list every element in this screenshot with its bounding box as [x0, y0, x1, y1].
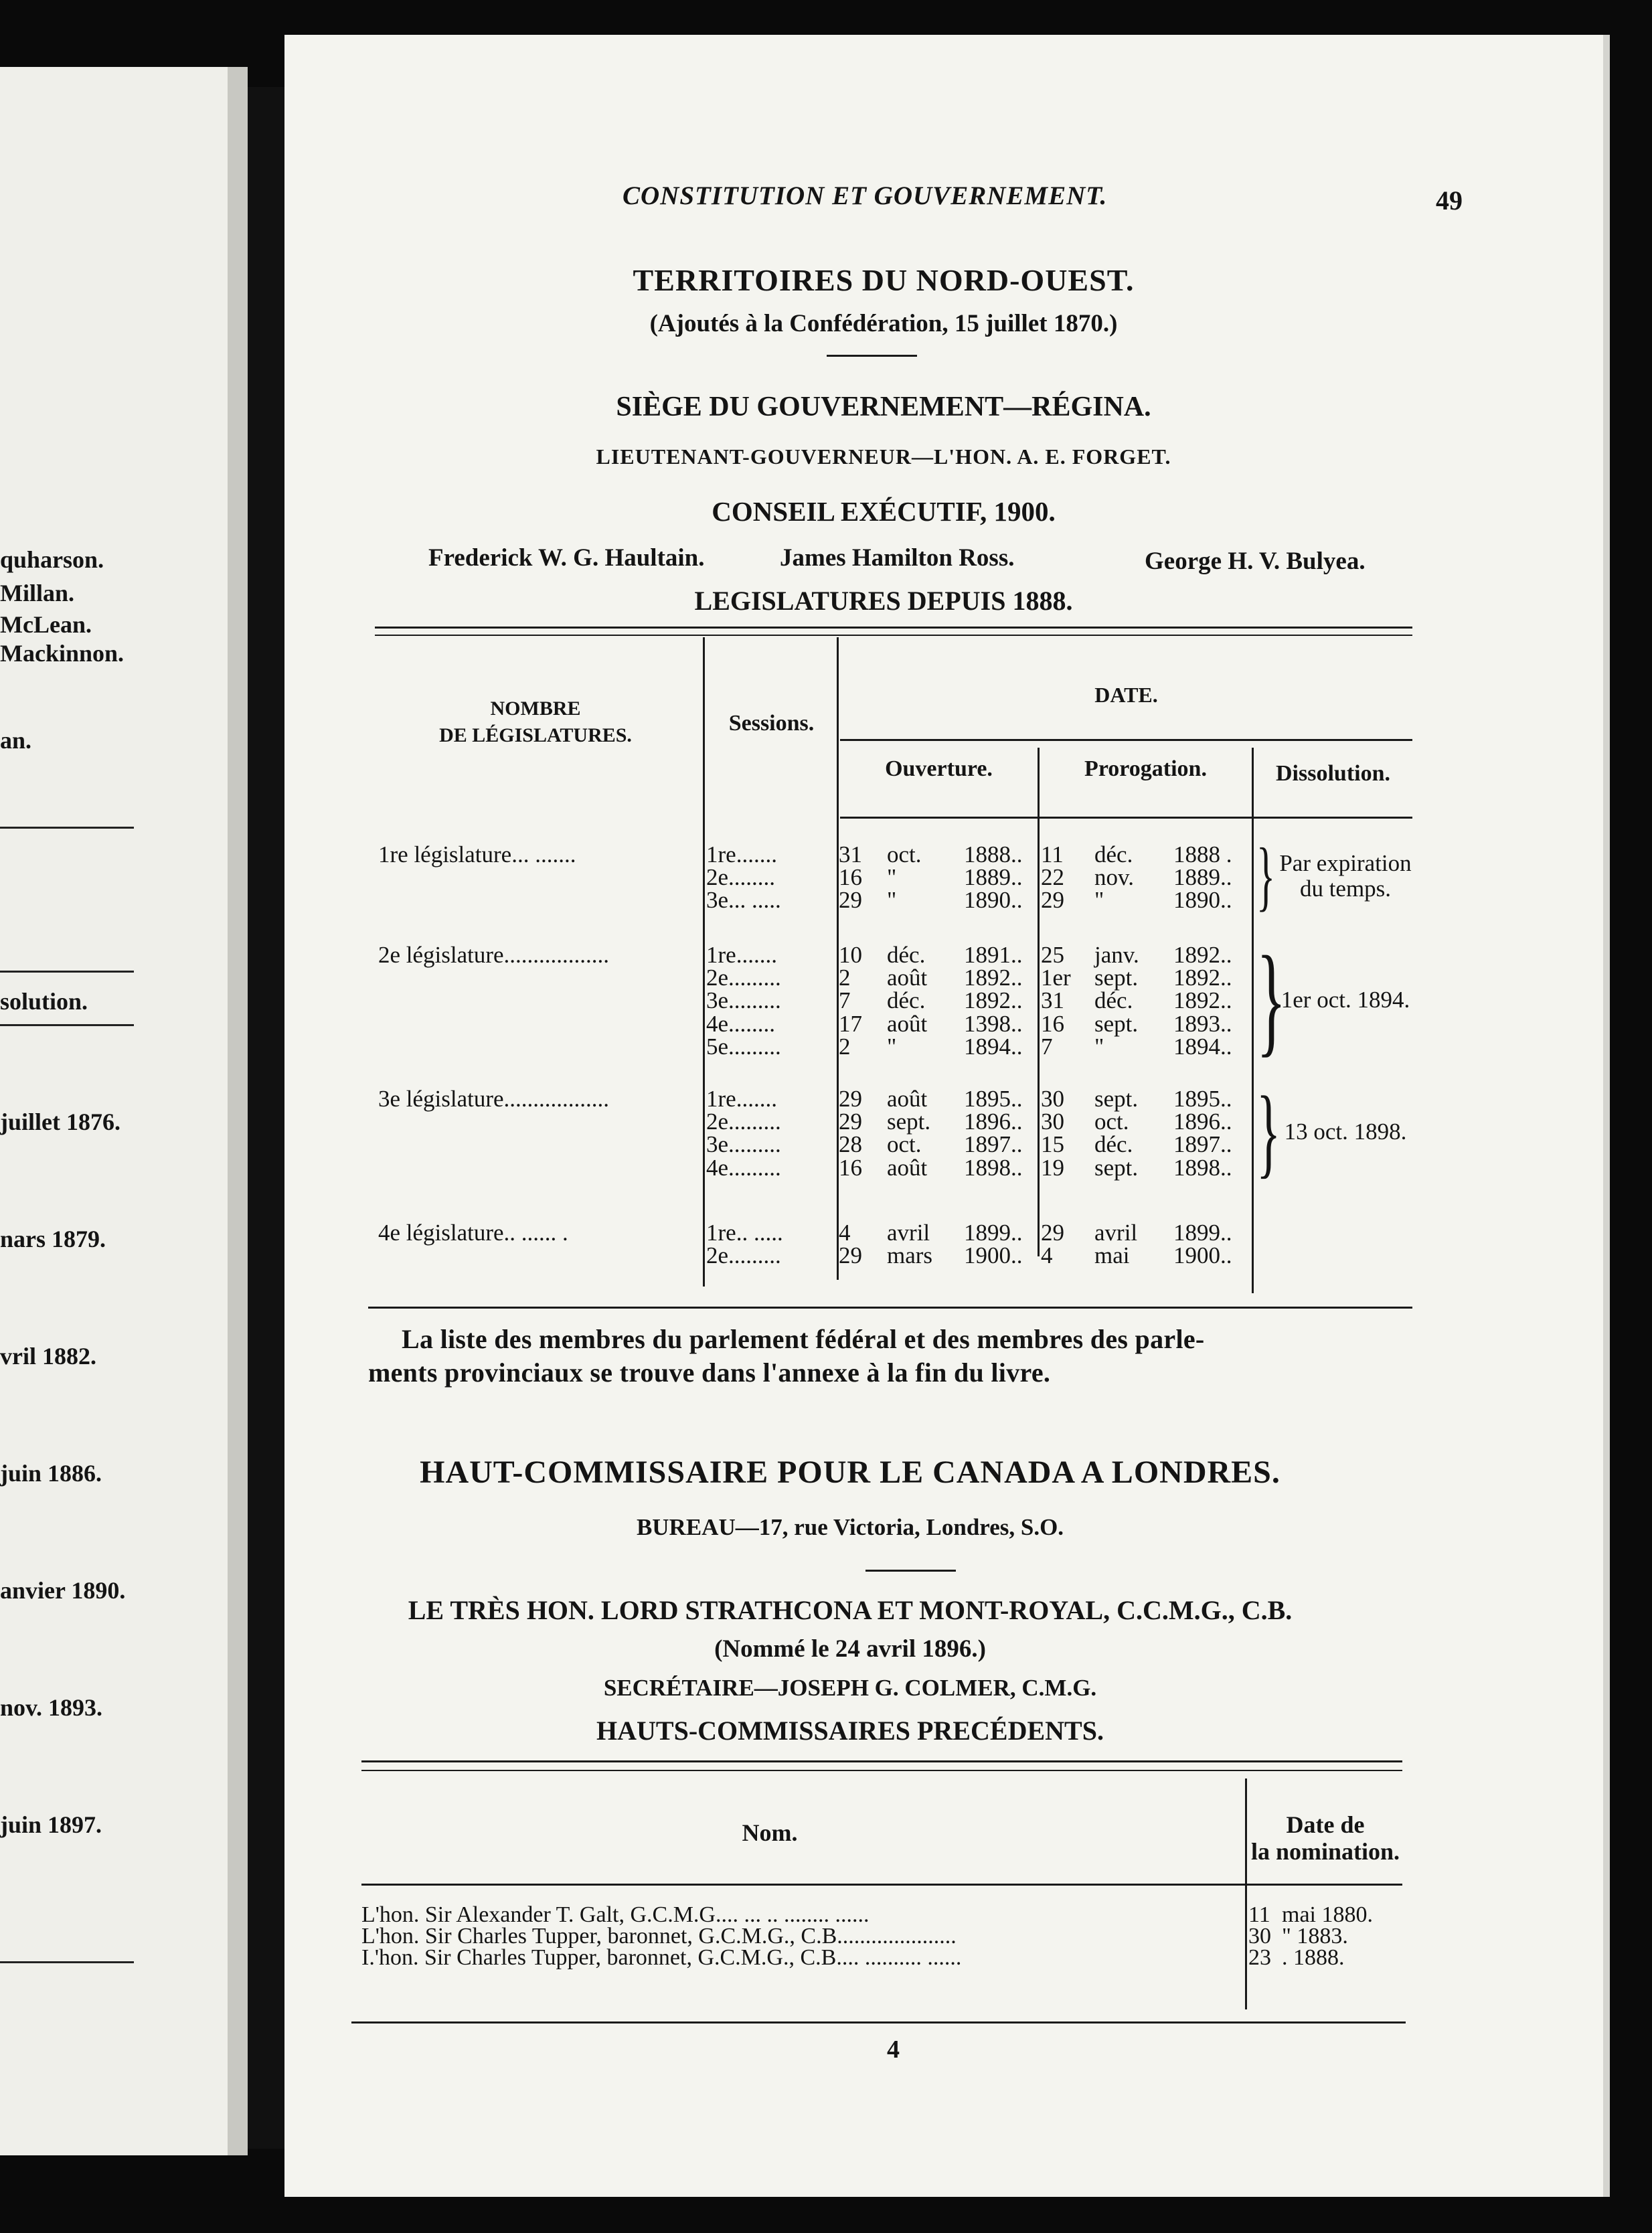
legislature-name: 2e législature..................	[378, 942, 610, 968]
prorogation-day: 30	[1041, 1108, 1064, 1135]
header-date: DATE.	[1094, 683, 1158, 707]
opening-day: 17	[839, 1010, 862, 1037]
prorogation-year: 1900..	[1173, 1242, 1232, 1269]
column-divider	[703, 637, 705, 1287]
left-fragment: anvier 1890.	[0, 1577, 126, 1604]
prorogation-day: 7	[1041, 1033, 1053, 1060]
header-nombre: DE LÉGISLATURES.	[439, 724, 632, 746]
prorogation-day: 29	[1041, 1220, 1064, 1246]
opening-day: 16	[839, 1154, 862, 1181]
running-title: CONSTITUTION ET GOUVERNEMENT.	[623, 181, 1108, 210]
opening-month: déc.	[887, 987, 926, 1014]
opening-year: 1897..	[964, 1131, 1023, 1158]
left-page-fragment	[0, 67, 228, 2155]
opening-month: août	[887, 1154, 928, 1181]
opening-year: 1890..	[964, 887, 1023, 914]
session-label: 1re.......	[706, 841, 777, 867]
left-fragment: solution.	[0, 988, 88, 1015]
prorogation-month: sept.	[1094, 965, 1139, 991]
opening-day: 29	[839, 1086, 862, 1112]
opening-month: avril	[887, 1220, 930, 1246]
brace-icon: }	[1256, 833, 1275, 919]
opening-day: 7	[839, 987, 851, 1014]
prorogation-month: déc.	[1094, 841, 1133, 867]
header-ouverture: Ouverture.	[885, 756, 993, 781]
legislatures-title: LEGISLATURES DEPUIS 1888.	[694, 586, 1073, 616]
opening-year: 1900..	[964, 1242, 1023, 1269]
legislature-name: 4e législature.. ...... .	[378, 1220, 568, 1246]
left-fragment: juillet 1876.	[0, 1108, 120, 1135]
prorogation-month: sept.	[1094, 1154, 1139, 1181]
left-fragment: nars 1879.	[0, 1226, 106, 1252]
opening-month: déc.	[887, 942, 926, 968]
session-label: 3e.........	[706, 1131, 781, 1158]
left-fragment: quharson.	[0, 546, 104, 573]
header-prorogation: Prorogation.	[1084, 756, 1207, 781]
opening-month: "	[887, 864, 897, 891]
prorogation-day: 4	[1041, 1242, 1053, 1269]
header-bottom-rule	[361, 1884, 1402, 1886]
prorogation-month: avril	[1094, 1220, 1138, 1246]
divider	[827, 355, 917, 357]
session-label: 4e........	[706, 1010, 776, 1037]
session-label: 5e.........	[706, 1033, 781, 1060]
session-label: 2e........	[706, 864, 776, 891]
opening-day: 10	[839, 942, 862, 968]
opening-month: oct.	[887, 1131, 922, 1158]
left-fragment: juin 1886.	[0, 1460, 102, 1487]
opening-month: août	[887, 1086, 928, 1112]
prorogation-year: 1895..	[1173, 1086, 1232, 1112]
prorogation-year: 1889..	[1173, 864, 1232, 891]
session-label: 1re.. .....	[706, 1220, 783, 1246]
prorogation-month: oct.	[1094, 1108, 1129, 1135]
left-rule	[0, 827, 134, 829]
nomination-day: 30	[1248, 1924, 1271, 1949]
nomination-date: mai 1880.	[1282, 1902, 1373, 1927]
high-commissioner-name: LE TRÈS HON. LORD STRATHCONA ET MONT-ROYAL, C.C.M.G., C.B.	[408, 1595, 1293, 1625]
table-bottom-rule	[351, 2021, 1406, 2023]
nomination-day: 23	[1248, 1945, 1271, 1970]
table-top-rule	[375, 627, 1412, 629]
council-title: CONSEIL EXÉCUTIF, 1900.	[712, 496, 1056, 527]
council-member: James Hamilton Ross.	[780, 544, 1015, 572]
prorogation-year: 1896..	[1173, 1108, 1232, 1135]
document-page	[284, 35, 1603, 2197]
left-fragment: McLean.	[0, 611, 92, 638]
column-divider	[1038, 748, 1040, 1256]
prorogation-day: 11	[1041, 841, 1064, 867]
nomination-day: 11	[1248, 1902, 1270, 1927]
prorogation-month: janv.	[1094, 942, 1139, 968]
prorogation-day: 19	[1041, 1154, 1064, 1181]
prorogation-year: 1890..	[1173, 887, 1232, 914]
prorogation-month: sept.	[1094, 1086, 1139, 1112]
session-label: 2e.........	[706, 965, 781, 991]
prorogation-year: 1899..	[1173, 1220, 1232, 1246]
signature-mark: 4	[887, 2036, 900, 2064]
section-title: TERRITOIRES DU NORD-OUEST.	[633, 263, 1135, 297]
opening-day: 31	[839, 841, 862, 867]
prorogation-year: 1897..	[1173, 1131, 1232, 1158]
brace-icon: }	[1256, 931, 1287, 1068]
session-label: 1re.......	[706, 942, 777, 968]
prorogation-day: 30	[1041, 1086, 1064, 1112]
header-bottom-rule	[840, 817, 1412, 819]
left-fragment: an.	[0, 727, 32, 754]
legislature-name: 1re législature... .......	[378, 841, 576, 867]
header-nombre: NOMBRE	[490, 697, 581, 720]
commissioner-name: L'hon. Sir Alexander T. Galt, G.C.M.G.... ... .. ........ ......	[361, 1902, 870, 1927]
prorogation-year: 1898..	[1173, 1154, 1232, 1181]
opening-day: 2	[839, 1033, 851, 1060]
prorogation-month: nov.	[1094, 864, 1134, 891]
prorogation-year: 1892..	[1173, 965, 1232, 991]
opening-year: 1398..	[964, 1010, 1023, 1037]
header-date-nomination: la nomination.	[1250, 1838, 1400, 1865]
prorogation-day: 1er	[1041, 965, 1071, 991]
secretary: SECRÉTAIRE—JOSEPH G. COLMER, C.M.G.	[603, 1675, 1097, 1701]
left-rule	[0, 1961, 134, 1963]
prorogation-month: sept.	[1094, 1010, 1139, 1037]
opening-month: août	[887, 965, 928, 991]
table-bottom-rule	[368, 1307, 1412, 1309]
prorogation-month: mai	[1094, 1242, 1130, 1269]
prorogation-month: déc.	[1094, 987, 1133, 1014]
prorogation-day: 31	[1041, 987, 1064, 1014]
left-fragment: Millan.	[0, 580, 75, 606]
section-subtitle: (Ajoutés à la Confédération, 15 juillet 1870.)	[649, 310, 1118, 337]
table-top-rule	[361, 1760, 1402, 1762]
header-nom: Nom.	[742, 1819, 798, 1846]
column-divider	[1245, 1779, 1247, 2009]
opening-day: 28	[839, 1131, 862, 1158]
opening-year: 1892..	[964, 965, 1023, 991]
opening-day: 16	[839, 864, 862, 891]
session-label: 3e... .....	[706, 887, 781, 914]
opening-year: 1898..	[964, 1154, 1023, 1181]
opening-year: 1892..	[964, 987, 1023, 1014]
dissolution-text: 1er oct. 1894.	[1281, 986, 1410, 1013]
column-divider	[1252, 748, 1254, 1293]
opening-day: 29	[839, 1242, 862, 1269]
opening-year: 1896..	[964, 1108, 1023, 1135]
left-fragment: vril 1882.	[0, 1343, 96, 1370]
opening-year: 1888..	[964, 841, 1023, 867]
opening-month: août	[887, 1010, 928, 1037]
prorogation-month: déc.	[1094, 1131, 1133, 1158]
divider	[865, 1570, 956, 1572]
seat-of-government: SIÈGE DU GOUVERNEMENT—RÉGINA.	[616, 392, 1151, 422]
prorogation-year: 1892..	[1173, 942, 1232, 968]
page-number: 49	[1436, 185, 1463, 216]
prorogation-year: 1893..	[1173, 1010, 1232, 1037]
nomination-date: . 1888.	[1282, 1945, 1345, 1970]
opening-year: 1899..	[964, 1220, 1023, 1246]
opening-month: mars	[887, 1242, 933, 1269]
prorogation-month: "	[1094, 887, 1104, 914]
session-label: 4e.........	[706, 1154, 781, 1181]
left-rule	[0, 1024, 134, 1026]
opening-day: 29	[839, 1108, 862, 1135]
left-rule	[0, 971, 134, 973]
opening-month: "	[887, 1033, 897, 1060]
table-top-rule	[361, 1770, 1402, 1771]
date-header-rule	[840, 739, 1412, 741]
prorogation-day: 15	[1041, 1131, 1064, 1158]
commissioner-name: I.'hon. Sir Charles Tupper, baronnet, G.C.M.G., C.B.... .......... ......	[361, 1945, 962, 1970]
opening-day: 2	[839, 965, 851, 991]
left-fragment: juin 1897.	[0, 1811, 102, 1838]
opening-month: sept.	[887, 1108, 931, 1135]
prorogation-day: 16	[1041, 1010, 1064, 1037]
session-label: 3e.........	[706, 987, 781, 1014]
opening-year: 1889..	[964, 864, 1023, 891]
opening-day: 29	[839, 887, 862, 914]
prorogation-year: 1894..	[1173, 1033, 1232, 1060]
session-label: 2e.........	[706, 1108, 781, 1135]
council-member: George H. V. Bulyea.	[1145, 548, 1366, 575]
opening-month: "	[887, 887, 897, 914]
page-gutter	[228, 67, 248, 2155]
bureau-address: BUREAU—17, rue Victoria, Londres, S.O.	[636, 1514, 1064, 1540]
brace-icon: }	[1256, 1076, 1281, 1187]
lieutenant-governor: LIEUTENANT-GOUVERNEUR—L'HON. A. E. FORGET.	[596, 444, 1171, 469]
dissolution-text: du temps.	[1299, 876, 1392, 902]
prorogation-month: "	[1094, 1033, 1104, 1060]
header-dissolution: Dissolution.	[1276, 761, 1390, 786]
council-member: Frederick W. G. Haultain.	[428, 544, 705, 572]
opening-month: oct.	[887, 841, 922, 867]
session-label: 1re.......	[706, 1086, 777, 1112]
header-sessions: Sessions.	[728, 711, 815, 736]
session-label: 2e.........	[706, 1242, 781, 1269]
left-fragment: Mackinnon.	[0, 640, 125, 667]
dissolution-text: 13 oct. 1898.	[1284, 1119, 1407, 1145]
previous-commissioners-title: HAUTS-COMMISSAIRES PRECÉDENTS.	[596, 1716, 1104, 1746]
haut-commissaire-title: HAUT-COMMISSAIRE POUR LE CANADA A LONDRES.	[420, 1455, 1281, 1490]
note-line: La liste des membres du parlement fédéral et des membres des parle-	[402, 1324, 1205, 1354]
opening-day: 4	[839, 1220, 851, 1246]
page-edge	[1603, 35, 1610, 2197]
opening-year: 1891..	[964, 942, 1023, 968]
appointment-date: (Nommé le 24 avril 1896.)	[714, 1635, 986, 1663]
dissolution-text: Par expiration	[1279, 850, 1412, 877]
commissioner-name: L'hon. Sir Charles Tupper, baronnet, G.C.M.G., C.B.....................	[361, 1924, 957, 1949]
legislature-name: 3e législature..................	[378, 1086, 610, 1112]
prorogation-day: 25	[1041, 942, 1064, 968]
left-fragment: nov. 1893.	[0, 1694, 103, 1721]
nomination-date: " 1883.	[1282, 1924, 1348, 1949]
opening-year: 1894..	[964, 1033, 1023, 1060]
prorogation-year: 1892..	[1173, 987, 1232, 1014]
prorogation-year: 1888 .	[1173, 841, 1232, 867]
prorogation-day: 22	[1041, 864, 1064, 891]
prorogation-day: 29	[1041, 887, 1064, 914]
header-date-nomination: Date de	[1286, 1811, 1365, 1838]
table-top-rule	[375, 635, 1412, 636]
opening-year: 1895..	[964, 1086, 1023, 1112]
note-line: ments provinciaux se trouve dans l'annexe à la fin du livre.	[368, 1357, 1051, 1388]
